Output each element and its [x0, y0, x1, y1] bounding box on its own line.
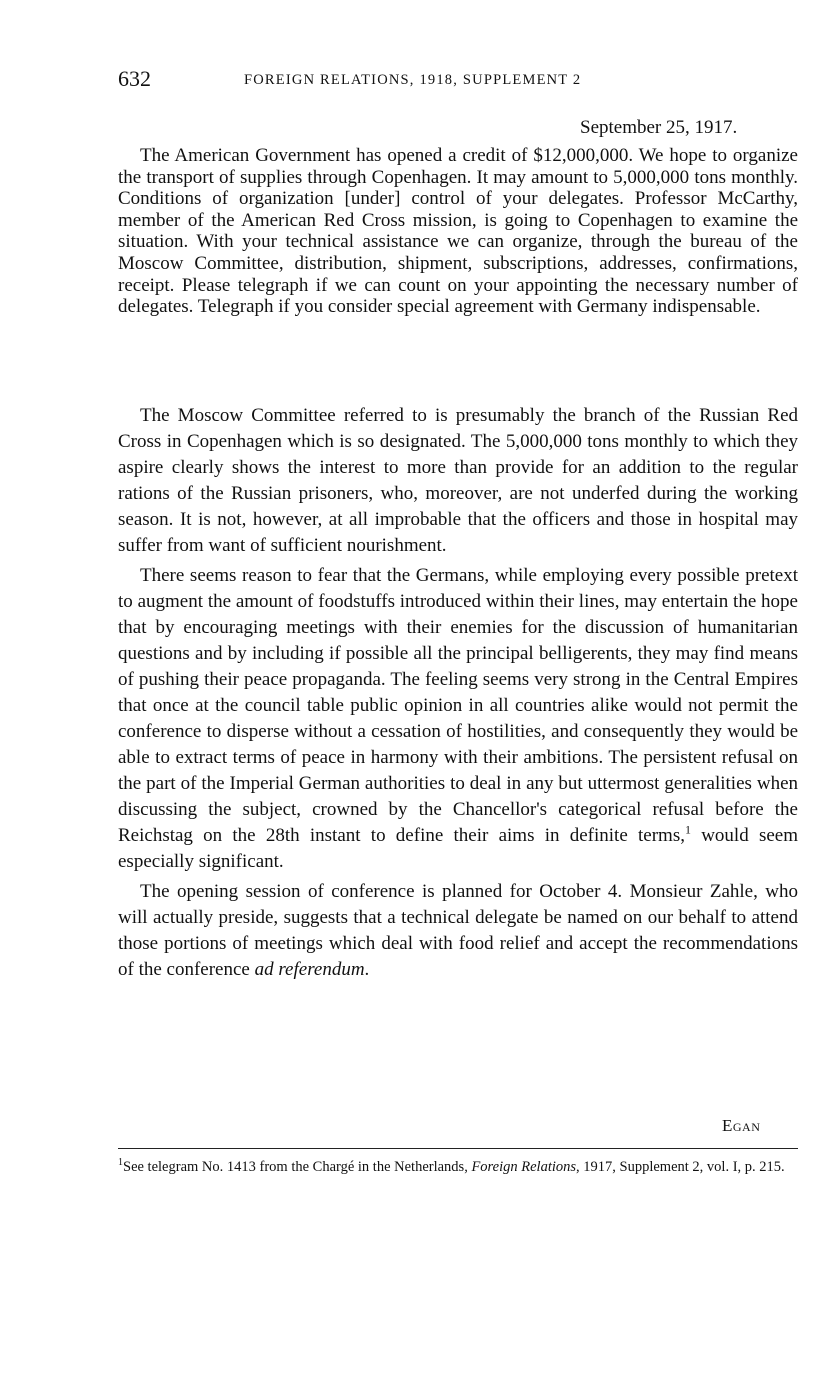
paragraph-german-intentions [118, 563, 798, 875]
footnote-italic: Foreign Relations [471, 1159, 577, 1175]
paragraph-moscow-committee: The Moscow Committee referred to is presumably the branch of the Russian Red Cross in Copenhagen which is so designated. The 5,000,000 tons monthly to which they aspire clearly shows the interest to more than provide for an addition to the regular rations of the Russian prisoners, who, moreover, are not underfed during the working season. It is not, however, at all improbable that the officers and those in hospital may suffer from want of sufficient nourishment. [118, 405, 798, 556]
running-head: FOREIGN RELATIONS, 1918, SUPPLEMENT 2 [244, 72, 582, 88]
footnote-divider [118, 1148, 798, 1149]
footnote-text: See telegram No. 1413 from the Chargé in the Netherlands, [123, 1159, 472, 1175]
body-text [118, 403, 798, 983]
paragraph-opening-session [118, 879, 798, 983]
telegram-text [118, 145, 798, 318]
italic-phrase: ad referendum [254, 959, 365, 980]
signature: Egan [722, 1116, 761, 1135]
paragraph-text: There seems reason to fear that the Germans, while employing every possible pretext to augment the amount of foodstuffs introduced within their lines, may entertain the hope that by encouraging meetings with their enemies for the discussion of humanitarian questions and by including if possible all the principal belligerents, they may find means of pushing their peace propaganda. The feeling seems very strong in the Central Empires that once at the council table public opinion in all countries alike would not permit the conference to disperse without a cessation of hostilities, and consequently they would be able to extract terms of peace in harmony with their ambitions. The persistent refusal on the part of the Imperial German authorities to deal in any but uttermost generalities when discussing the subject, crowned by the Chancellor's categorical refusal before the Reichstag on the 28th instant to define their aims in definite terms, [118, 565, 798, 846]
page-header [118, 66, 798, 96]
paragraph-text: The opening session of conference is planned for October 4. Monsieur Zahle, who will actually preside, suggests that a technical delegate be named on our behalf to attend those portions of meetings which deal with food relief and accept the recommendations of the conference [118, 881, 798, 980]
paragraph-text: . [364, 959, 370, 980]
page-number: 632 [118, 66, 151, 91]
paragraph-text: would seem especially significant. [118, 825, 798, 872]
telegram-date: September 25, 1917. [580, 117, 738, 138]
footnote-text: , 1917, Supplement 2, vol. I, p. 215. [576, 1159, 785, 1175]
footnote [118, 1158, 798, 1177]
footnote-marker: 1 [118, 1157, 123, 1169]
footnote-reference: 1 [684, 822, 691, 837]
telegram-paragraph: The American Government has opened a credit of $12,000,000. We hope to organize the transport of supplies through Copenhagen. It may amount to 5,000,000 tons monthly. Conditions of organization [under] control of your delegates. Professor McCarthy, member of the American Red Cross mission, is going to Copenhagen to examine the situation. With your technical assistance we can organize, through the bureau of the Moscow Committee, distribution, shipment, subscriptions, addresses, confirmations, receipt. Please telegraph if we can count on your appointing the necessary number of delegates. Telegraph if you consider special agreement with Germany indispensable. [118, 145, 798, 318]
